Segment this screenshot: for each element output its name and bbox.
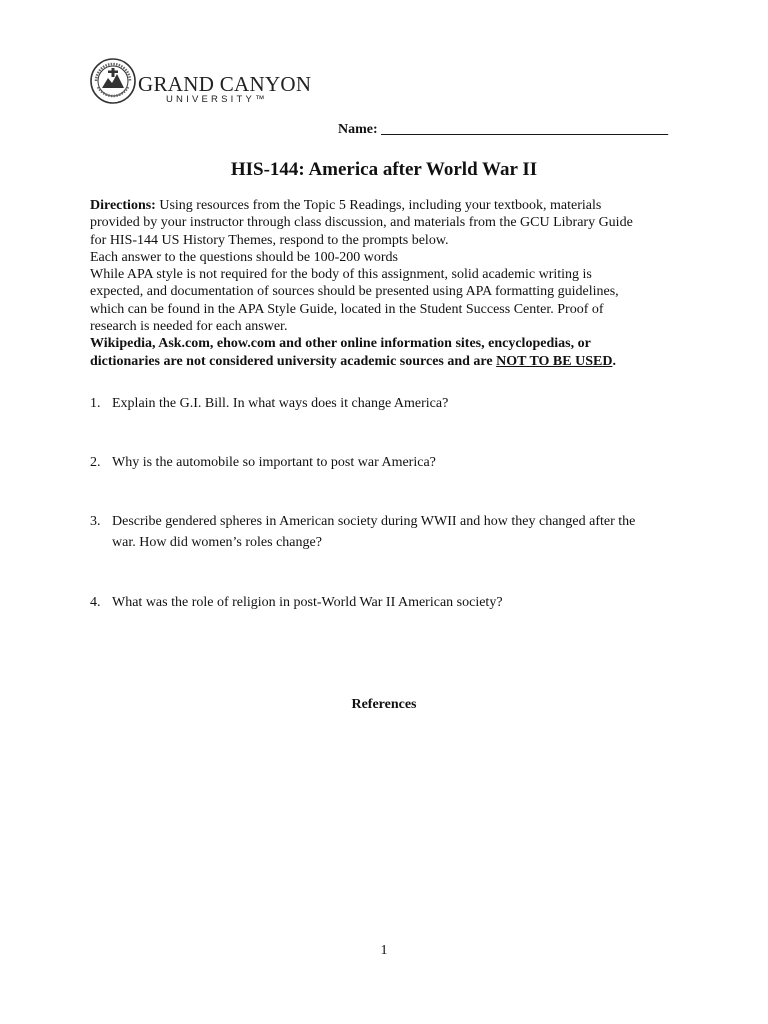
question-number: 1. — [90, 396, 101, 411]
name-label: Name: — [338, 122, 378, 137]
question-number: 4. — [90, 595, 101, 610]
directions-line-4: Each answer to the questions should be 100-200 words — [90, 249, 398, 265]
directions-line-3: for HIS-144 US History Themes, respond to the prompts below. — [90, 232, 449, 248]
logo-subtitle: UNIVERSITY™ — [166, 94, 268, 105]
question-text: Why is the automobile so important to post war America? — [112, 455, 436, 470]
references-heading: References — [351, 697, 417, 712]
directions-line-5: While APA style is not required for the body of this assignment, solid academic writing is — [90, 267, 592, 283]
page-title: HIS-144: America after World War II — [230, 159, 538, 180]
directions-line-7: which can be found in the APA Style Guide, located in the Student Success Center. Proof of — [90, 301, 604, 317]
name-field[interactable] — [338, 122, 668, 138]
directions-label: Directions: — [90, 198, 156, 213]
warning-line-1: Wikipedia, Ask.com, ehow.com and other online information sites, encyclopedias, or — [90, 336, 591, 352]
directions-line-6: expected, and documentation of sources should be presented using APA formatting guidelines, — [90, 284, 619, 300]
warning-line-2: dictionaries are not considered university academic sources and are NOT TO BE USED. — [90, 353, 616, 369]
question-text: What was the role of religion in post-World War II American society? — [112, 595, 503, 610]
logo-wordmark: GRAND CANYON — [138, 72, 312, 96]
university-seal-icon — [88, 56, 138, 106]
question-number: 3. — [90, 514, 101, 529]
directions-line-1: Directions: Using resources from the Topic 5 Readings, including your textbook, materials — [90, 198, 602, 213]
name-blank[interactable]: _________________________________________ — [381, 122, 669, 137]
directions-line-8: research is needed for each answer. — [90, 319, 288, 335]
question-number: 2. — [90, 455, 101, 470]
question-text: Explain the G.I. Bill. In what ways does it change America? — [112, 396, 449, 411]
university-logo — [88, 56, 312, 108]
question-text-line-2: war. How did women’s roles change? — [112, 535, 322, 550]
question-text-line-1: Describe gendered spheres in American society during WWII and how they changed after the — [112, 514, 636, 529]
directions-block — [90, 197, 690, 370]
page-number: 1 — [380, 943, 388, 958]
directions-line-2: provided by your instructor through class discussion, and materials from the GCU Library Guide — [90, 215, 633, 231]
not-to-be-used-emphasis: NOT TO BE USED — [496, 353, 613, 369]
